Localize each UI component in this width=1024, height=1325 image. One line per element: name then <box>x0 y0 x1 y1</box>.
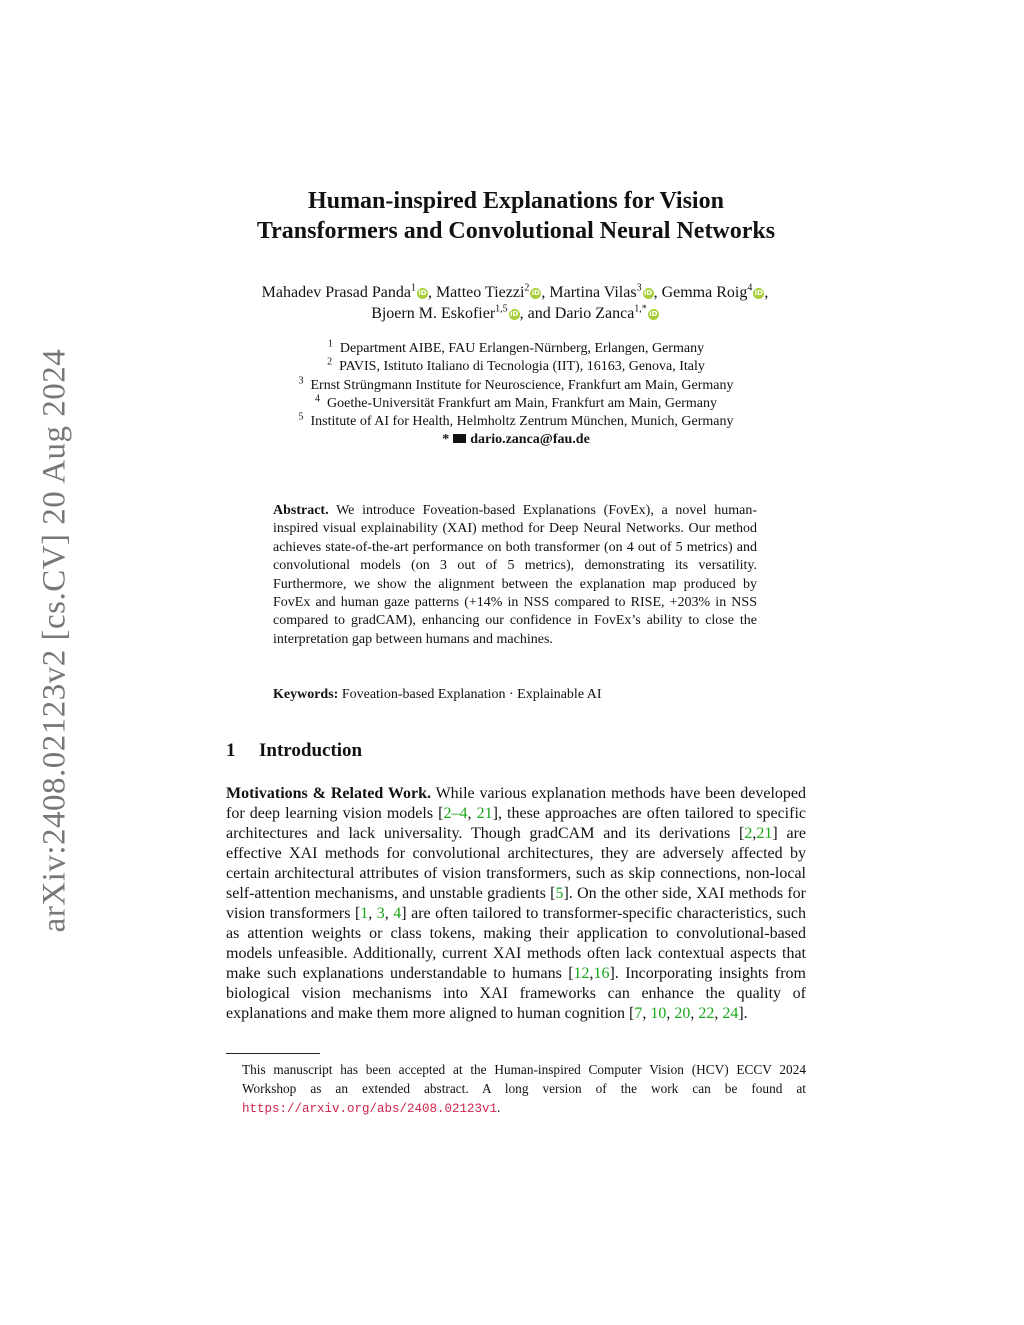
arxiv-side-identifier: arXiv:2408.02123v2 [cs.CV] 20 Aug 2024 <box>36 348 73 932</box>
citation-link[interactable]: 21 <box>756 825 773 842</box>
arxiv-url-link[interactable]: https://arxiv.org/abs/2408.02123v1 <box>242 1102 498 1116</box>
orcid-icon[interactable]: iD <box>418 289 427 297</box>
orcid-icon[interactable]: iD <box>510 310 519 318</box>
paper-title: Human-inspired Explanations for Vision Transformers and Convolutional Neural Networks <box>256 188 776 244</box>
section-title: Introduction <box>259 740 363 761</box>
citation-link[interactable]: 5 <box>555 885 564 902</box>
affiliation: $^1$ Department AIBE, FAU Erlangen-Nürnberg, Erlangen, Germany <box>327 338 705 356</box>
author-name: Dario Zanca <box>554 305 635 322</box>
citation-link[interactable]: 1 <box>360 905 369 922</box>
affiliation: $^4$ Goethe-Universität Frankfurt am Main, Frankfurt am Main, Germany <box>315 393 717 411</box>
intro-paragraph: Motivations & Related Work. While various explanation methods have been developed for deep learning vision models [2–4, 21], these approaches are often tailored to specific architectures and lack universality. Though gradCAM and its derivations [2,21] are effective XAI methods for convolutional architectures, they are adversely affected by certain architectural attributes of vision transformers, such as skip connections, non-local self-attention mechanisms, and unstable gradients [5]. On the other side, XAI methods for vision transformers [1, 3, 4] are often tailored to transformer-specific characteristics, such as attention weights or class tokens, making their application to convolutional-based models unfeasible. Additionally, current XAI methods often lack contextual aspects that make such explanations understandable to humans [12,16]. Incorporating insights from biological vision mechanisms into XAI frameworks can enhance the quality of explanations and make them more aligned to human cognition [7, 10, 20, 22, 24]. <box>226 785 807 1022</box>
keywords-label: Keywords: <box>273 687 339 702</box>
footnote-rule <box>226 1053 320 1054</box>
affiliation-list <box>226 340 806 450</box>
citation-link[interactable]: 7 <box>634 1005 643 1022</box>
contact-email: * dario.zanca@fau.de <box>442 432 590 448</box>
author-name: Bjoern M. Eskofier <box>371 305 496 322</box>
citation-link[interactable]: 20 <box>674 1005 691 1022</box>
author-name: Mahadev Prasad Panda <box>261 284 411 301</box>
orcid-icon[interactable]: iD <box>531 289 540 297</box>
orcid-icon[interactable]: iD <box>649 310 658 318</box>
citation-link[interactable]: 24 <box>722 1005 739 1022</box>
orcid-icon[interactable]: iD <box>643 289 653 297</box>
author-name: Martina Vilas <box>549 284 637 301</box>
citation-link[interactable]: 12 <box>573 965 590 982</box>
keywords <box>273 686 757 704</box>
abstract-text: We introduce Foveation-based Explanations (FovEx), a novel human-inspired visual explainability (XAI) method for Deep Neural Networks. Our method achieves state-of-the-art performance on both transformer (on 4 out of 5 metrics) and convolutional models (on 3 out of 5 metrics), demonstrating its versatility. Furthermore, we show the alignment between the explanation map produced by FovEx and human gaze patterns (+14% in NSS compared to RISE, +203% in NSS compared to gradCAM), enhancing our confidence in FovEx’s ability to close the interpretation gap between humans and machines. <box>273 503 757 647</box>
orcid-icon[interactable]: iD <box>754 289 763 297</box>
citation-link[interactable]: 3 <box>376 905 385 922</box>
section-number: 1 <box>226 740 236 761</box>
citation-link[interactable]: 2–4 <box>443 805 468 822</box>
author-name: Matteo Tiezzi <box>435 284 525 301</box>
envelope-icon <box>453 434 466 443</box>
citation-link[interactable]: 2 <box>744 825 753 842</box>
section-heading <box>226 740 806 762</box>
affiliation: $^5$ Institute of AI for Health, Helmholtz Zentrum München, Munich, Germany <box>298 411 734 430</box>
citation-link[interactable]: 16 <box>593 965 610 982</box>
run-in-heading: Motivations & Related Work. <box>226 785 431 802</box>
affiliation: $^3$ Ernst Strüngmann Institute for Neuroscience, Frankfurt am Main, Germany <box>298 374 734 393</box>
affiliation: $^2$ PAVIS, Istituto Italiano di Tecnologia (IIT), 16163, Genova, Italy <box>327 356 705 375</box>
email-link[interactable]: dario.zanca@fau.de <box>470 432 590 448</box>
author-name: Gemma Roig <box>661 284 748 301</box>
citation-link[interactable]: 10 <box>650 1005 667 1022</box>
citation-link[interactable]: 21 <box>476 805 493 822</box>
abstract <box>273 502 757 649</box>
citation-link[interactable]: 22 <box>698 1005 715 1022</box>
citation-link[interactable]: 4 <box>393 905 402 922</box>
abstract-label: Abstract. <box>273 503 329 518</box>
keywords-text: Foveation-based Explanation · Explainable AI <box>341 687 602 702</box>
author-list: Mahadev Prasad Panda$^1$ iD, Matteo Tiezzi$^2$ iD, Martina Vilas$^3$ iD, Gemma Roig$^4$ iD, Bjoern M. Eskofier$^{1,5}$ iD, and Dario Zanca$^{1,*}$ iD <box>261 282 769 322</box>
footnote: This manuscript has been accepted at the Human-inspired Computer Vision (HCV) ECCV 2024 Workshop as an extended abstract. A long version of the work can be found at https://arxiv.org/abs/2408.02123v1. <box>242 1062 806 1116</box>
